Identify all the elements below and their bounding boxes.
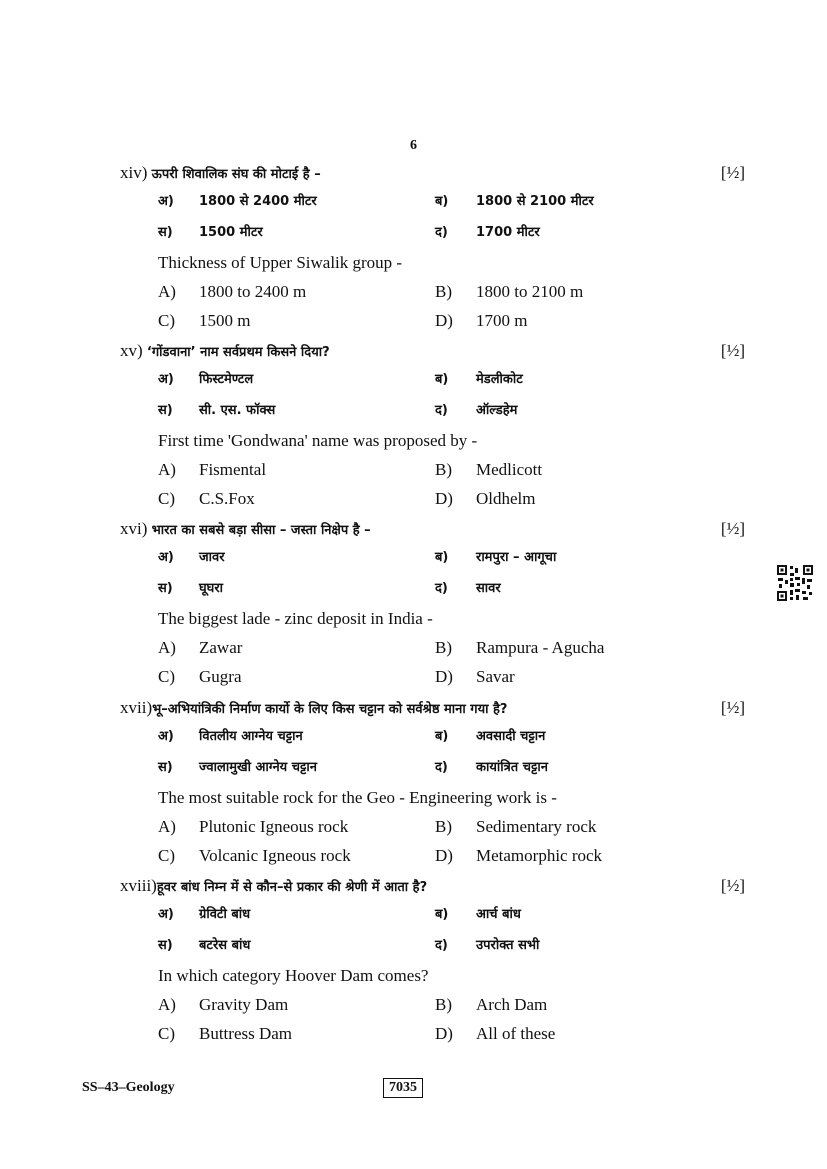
option-en-b: B) 1800 to 2100 m: [435, 282, 584, 301]
option-hi-c: स) 1500 मीटर: [158, 225, 263, 240]
option-en-b: B) Arch Dam: [435, 995, 548, 1014]
option-hi-a: अ) 1800 से 2400 मीटर: [158, 194, 317, 209]
option-en-b: B) Rampura - Agucha: [435, 638, 605, 657]
option-en-d: D) Savar: [435, 667, 515, 686]
option-hi-d: द) सावर: [435, 581, 501, 596]
question-number: xvii): [120, 698, 153, 717]
question-text: [120, 698, 507, 718]
question-marks: [½]: [720, 698, 745, 717]
question-marks: [½]: [720, 341, 745, 360]
option-hi-a: अ) फिस्टमेण्टल: [158, 372, 254, 387]
option-hi-b: ब) रामपुरा – आगूचा: [435, 550, 557, 565]
question-marks: [½]: [720, 876, 745, 895]
option-en-a: A) Gravity Dam: [158, 995, 289, 1014]
option-en-a: A) 1800 to 2400 m: [158, 282, 307, 301]
question-number: xiv): [120, 163, 148, 182]
question-marks: [½]: [720, 519, 745, 538]
option-hi-d: द) उपरोक्त सभी: [435, 938, 540, 953]
option-en-a: A) Fismental: [158, 460, 267, 479]
option-hi-b: ब) 1800 से 2100 मीटर: [435, 194, 594, 209]
question-english: The most suitable rock for the Geo - Engineering work is -: [158, 788, 557, 807]
option-hi-c: स) सी. एस. फॉक्स: [158, 403, 276, 418]
footer-paper-code: SS–43–Geology: [82, 1080, 175, 1095]
option-hi-b: ब) अवसादी चट्टान: [435, 729, 546, 744]
question-hindi: ‘गोंडवाना’ नाम सर्वप्रथम किसने दिया?: [146, 345, 330, 360]
option-hi-a: अ) जावर: [158, 550, 225, 565]
option-en-d: D) Oldhelm: [435, 489, 536, 508]
option-en-b: B) Sedimentary rock: [435, 817, 597, 836]
option-en-c: C) C.S.Fox: [158, 489, 255, 508]
option-en-d: D) Metamorphic rock: [435, 846, 603, 865]
question-text: [120, 519, 371, 539]
page-number: 6: [410, 138, 417, 153]
option-en-c: C) Buttress Dam: [158, 1024, 293, 1043]
question-english: The biggest lade - zinc deposit in India -: [158, 609, 433, 628]
question-xvi: [0, 519, 827, 696]
question-xv: [0, 341, 827, 518]
question-hindi: हूवर बांध निम्न में से कौन–से प्रकार की श्रेणी में आता है?: [156, 880, 428, 895]
question-english: In which category Hoover Dam comes?: [158, 966, 429, 985]
question-number: xv): [120, 341, 143, 360]
qr-code-icon: [776, 564, 814, 602]
option-en-b: B) Medlicott: [435, 460, 543, 479]
option-hi-c: स) ज्वालामुखी आग्नेय चट्टान: [158, 760, 317, 775]
option-en-c: C) 1500 m: [158, 311, 251, 330]
question-text: [120, 163, 321, 183]
option-hi-d: द) 1700 मीटर: [435, 225, 540, 240]
option-hi-b: ब) आर्च बांध: [435, 907, 521, 922]
option-hi-c: स) घूघरा: [158, 581, 224, 596]
question-hindi: भू–अभियांत्रिकी निर्माण कार्यो के लिए किस चट्टान को सर्वश्रेष्ठ माना गया है?: [152, 702, 508, 717]
option-hi-a: अ) ग्रेविटी बांध: [158, 907, 251, 922]
question-hindi: भारत का सबसे बड़ा सीसा – जस्ता निक्षेप है –: [151, 523, 371, 538]
option-hi-c: स) बटरेस बांध: [158, 938, 251, 953]
question-text: [120, 876, 427, 896]
question-xvii: [0, 698, 827, 875]
option-en-a: A) Zawar: [158, 638, 243, 657]
option-en-c: C) Gugra: [158, 667, 242, 686]
option-en-d: D) All of these: [435, 1024, 556, 1043]
question-number: xviii): [120, 876, 157, 895]
option-en-d: D) 1700 m: [435, 311, 528, 330]
question-xviii: [0, 876, 827, 1053]
question-hindi: ऊपरी शिवालिक संघ की मोटाई है –: [151, 167, 321, 182]
question-text: [120, 341, 330, 361]
question-english: Thickness of Upper Siwalik group -: [158, 253, 403, 272]
option-hi-d: द) ऑल्डहेम: [435, 403, 518, 418]
option-hi-d: द) कायांत्रित चट्टान: [435, 760, 548, 775]
option-en-a: A) Plutonic Igneous rock: [158, 817, 349, 836]
question-english: First time 'Gondwana' name was proposed by -: [158, 431, 478, 450]
option-hi-b: ब) मेडलीकोट: [435, 372, 523, 387]
question-number: xvi): [120, 519, 148, 538]
option-hi-a: अ) वितलीय आग्नेय चट्टान: [158, 729, 303, 744]
option-en-c: C) Volcanic Igneous rock: [158, 846, 351, 865]
question-marks: [½]: [720, 163, 745, 182]
question-xiv: [0, 163, 827, 340]
footer-page-code: 7035: [383, 1078, 423, 1098]
